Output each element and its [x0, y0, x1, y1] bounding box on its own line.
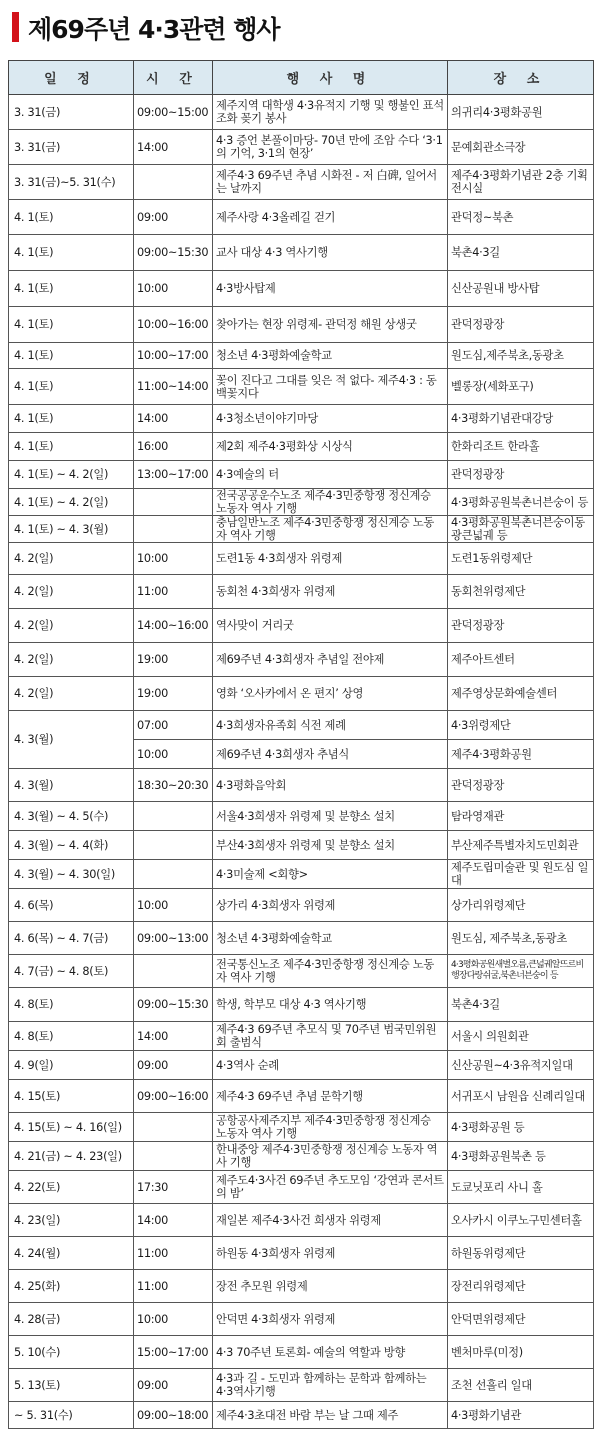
row-date: 4. 1(토) ~ 4. 2(일)	[9, 461, 134, 489]
row-event: 전국통신노조 제주4·3민중항쟁 정신계승 노동자 역사 기행	[213, 955, 448, 988]
row-time: 19:00	[134, 643, 213, 677]
row-event: 꽃이 진다고 그대를 잊은 적 없다- 제주4·3 : 동백꽃지다	[213, 369, 448, 405]
table-row	[9, 643, 594, 677]
header-row	[9, 61, 594, 95]
row-place: 조천 선흘리 일대	[448, 1369, 594, 1402]
row-place: 상가리위령제단	[448, 889, 594, 922]
row-date: 4. 22(토)	[9, 1171, 134, 1204]
row-time: 17:30	[134, 1171, 213, 1204]
row-time	[134, 802, 213, 831]
header-place: 장 소	[448, 61, 594, 95]
row-time: 11:00	[134, 1237, 213, 1270]
row-date: 4. 24(월)	[9, 1237, 134, 1270]
table-row	[9, 405, 594, 433]
row-date: 4. 1(토)	[9, 235, 134, 271]
row-date: 4. 3(월) ~ 4. 4(화)	[9, 831, 134, 860]
row-event: 4·3평화음악회	[213, 769, 448, 802]
row-date: 4. 9(일)	[9, 1051, 134, 1080]
row-event: 4·3미술제 <회향>	[213, 860, 448, 889]
row-place: 도련1동위령제단	[448, 543, 594, 575]
row-time: 10:00	[134, 889, 213, 922]
page-title: 제69주년 4·3관련 행사	[28, 15, 280, 44]
table-row	[9, 1113, 594, 1142]
row-place: 장전리위령제단	[448, 1270, 594, 1303]
row-place: 4·3평화공원북촌너븐숭이 등	[448, 489, 594, 516]
row-place: 관덕정광장	[448, 307, 594, 343]
row-date: 5. 10(수)	[9, 1336, 134, 1369]
table-row	[9, 489, 594, 516]
row-place: 북촌4·3길	[448, 235, 594, 271]
row-event: 학생, 학부모 대상 4·3 역사기행	[213, 988, 448, 1022]
table-row	[9, 1204, 594, 1237]
row-event: 제69주년 4·3희생자 추념일 전야제	[213, 643, 448, 677]
table-row	[9, 575, 594, 609]
row-time: 15:00~17:00	[134, 1336, 213, 1369]
schedule-body	[9, 95, 594, 1429]
row-time: 09:00~13:00	[134, 922, 213, 955]
row-event: 하원동 4·3희생자 위령제	[213, 1237, 448, 1270]
row-event: 청소년 4·3평화예술학교	[213, 343, 448, 369]
row-event: 서울4·3희생자 위령제 및 분향소 설치	[213, 802, 448, 831]
row-time: 09:00	[134, 1051, 213, 1080]
row-date: 4. 1(토) ~ 4. 2(일)	[9, 489, 134, 516]
table-row	[9, 831, 594, 860]
row-event: 역사맞이 거리굿	[213, 609, 448, 643]
row-time: 09:00	[134, 200, 213, 235]
title-accent-bar	[12, 12, 19, 42]
row-place: 4·3평화공원북촌 등	[448, 1142, 594, 1171]
row-place: 하원동위령제단	[448, 1237, 594, 1270]
row-event: 교사 대상 4·3 역사기행	[213, 235, 448, 271]
row-date: 4. 6(목)	[9, 889, 134, 922]
table-row	[9, 200, 594, 235]
row-time: 10:00~16:00	[134, 307, 213, 343]
row-date: 4. 21(금) ~ 4. 23(일)	[9, 1142, 134, 1171]
row-place: 원도심, 제주북초,동광초	[448, 922, 594, 955]
row-place: 4·3위령제단	[448, 711, 594, 740]
table-row	[9, 769, 594, 802]
row-time: 09:00	[134, 1369, 213, 1402]
row-place: 관덕정광장	[448, 769, 594, 802]
row-date: 4. 3(월) ~ 4. 30(일)	[9, 860, 134, 889]
row-date: 4. 15(토) ~ 4. 16(일)	[9, 1113, 134, 1142]
row-time: 16:00	[134, 433, 213, 461]
row-place: 동회천위령제단	[448, 575, 594, 609]
table-row	[9, 922, 594, 955]
row-event: 장전 추모원 위령제	[213, 1270, 448, 1303]
row-date: 4. 1(토)	[9, 369, 134, 405]
row-place: 4·3평화공원새별오름,큰넓궤알뜨르비행장다랑쉬굴,북촌너븐숭이 등	[448, 955, 594, 988]
row-time: 14:00	[134, 1204, 213, 1237]
row-date: 4. 28(금)	[9, 1303, 134, 1336]
table-row	[9, 271, 594, 307]
row-time	[134, 489, 213, 516]
row-time: 19:00	[134, 677, 213, 711]
table-row	[9, 1171, 594, 1204]
row-time: 10:00	[134, 740, 213, 769]
row-event: 4·3예술의 터	[213, 461, 448, 489]
row-time	[134, 516, 213, 543]
row-date: 4. 1(토)	[9, 343, 134, 369]
row-event: 제주4·3 69주년 추념 문학기행	[213, 1080, 448, 1113]
row-event: 4·3 증언 본풀이마당- 70년 만에 조암 수다 ‘3·1의 기억, 3·1의 현장’	[213, 130, 448, 165]
row-place: 신산공원~4·3유적지일대	[448, 1051, 594, 1080]
table-row	[9, 165, 594, 200]
table-row	[9, 988, 594, 1022]
row-place: 서귀포시 남원읍 신례리일대	[448, 1080, 594, 1113]
title-block	[0, 0, 600, 60]
row-date: 4. 2(일)	[9, 575, 134, 609]
row-place: 4·3평화공원북촌너븐숭이동광큰넓궤 등	[448, 516, 594, 543]
row-event: 동회천 4·3희생자 위령제	[213, 575, 448, 609]
table-row	[9, 677, 594, 711]
table-row	[9, 369, 594, 405]
row-place: 오사카시 이쿠노구민센터홀	[448, 1204, 594, 1237]
table-row	[9, 1402, 594, 1429]
row-time: 09:00~18:00	[134, 1402, 213, 1429]
row-time: 14:00	[134, 1022, 213, 1051]
row-time: 11:00	[134, 575, 213, 609]
table-row	[9, 802, 594, 831]
table-row	[9, 1369, 594, 1402]
row-date: 4. 8(토)	[9, 1022, 134, 1051]
row-event: 제주지역 대학생 4·3유적지 기행 및 행불인 표석 조화 꽂기 봉사	[213, 95, 448, 130]
row-date: 4. 2(일)	[9, 643, 134, 677]
row-time: 10:00~17:00	[134, 343, 213, 369]
row-date: 4. 3(월)	[9, 711, 134, 769]
row-event: 4·3역사 순례	[213, 1051, 448, 1080]
row-place: 제주4·3평화공원	[448, 740, 594, 769]
table-row	[9, 235, 594, 271]
table-row	[9, 1022, 594, 1051]
row-event: 상가리 4·3희생자 위령제	[213, 889, 448, 922]
row-date: 4. 3(월)	[9, 769, 134, 802]
row-place: 서울시 의원회관	[448, 1022, 594, 1051]
row-place: 4·3평화기념관대강당	[448, 405, 594, 433]
row-place: 북촌4·3길	[448, 988, 594, 1022]
row-place: 4·3평화기념관	[448, 1402, 594, 1429]
row-event: 부산4·3희생자 위령제 및 분향소 설치	[213, 831, 448, 860]
table-row	[9, 711, 594, 740]
table-row	[9, 860, 594, 889]
row-time: 10:00	[134, 543, 213, 575]
row-time: 14:00	[134, 405, 213, 433]
row-time: 11:00	[134, 1270, 213, 1303]
row-time: 09:00~15:30	[134, 235, 213, 271]
table-row	[9, 1336, 594, 1369]
table-row	[9, 1237, 594, 1270]
row-time	[134, 955, 213, 988]
row-event: 제2회 제주4·3평화상 시상식	[213, 433, 448, 461]
row-place: 부산제주특별자치도민회관	[448, 831, 594, 860]
row-place: 탐라영재관	[448, 802, 594, 831]
header-event: 행 사 명	[213, 61, 448, 95]
table-row	[9, 1051, 594, 1080]
row-date: 4. 1(토)	[9, 200, 134, 235]
row-event: 전국공공운수노조 제주4·3민중항쟁 정신계승 노동자 역사 기행	[213, 489, 448, 516]
table-row	[9, 609, 594, 643]
row-place: 안덕면위령제단	[448, 1303, 594, 1336]
table-row	[9, 1080, 594, 1113]
table-row	[9, 1270, 594, 1303]
row-date: 3. 31(금)~5. 31(수)	[9, 165, 134, 200]
row-time: 10:00	[134, 1303, 213, 1336]
table-row	[9, 461, 594, 489]
row-place: 도쿄닛포리 사니 홀	[448, 1171, 594, 1204]
row-event: 한내중앙 제주4·3민중항쟁 정신계승 노동자 역사 기행	[213, 1142, 448, 1171]
row-date: 4. 23(일)	[9, 1204, 134, 1237]
row-time: 13:00~17:00	[134, 461, 213, 489]
row-place: 4·3평화공원 등	[448, 1113, 594, 1142]
row-event: 찾아가는 현장 위령제- 관덕정 해원 상생굿	[213, 307, 448, 343]
row-time	[134, 860, 213, 889]
row-time: 18:30~20:30	[134, 769, 213, 802]
row-place: 신산공원내 방사탑	[448, 271, 594, 307]
row-place: 제주아트센터	[448, 643, 594, 677]
row-place: 원도심,제주북초,동광초	[448, 343, 594, 369]
row-time: 07:00	[134, 711, 213, 740]
row-place: 제주도립미술관 및 원도심 일대	[448, 860, 594, 889]
table-row	[9, 516, 594, 543]
row-date: 4. 1(토)	[9, 405, 134, 433]
row-date: 4. 1(토)	[9, 433, 134, 461]
row-event: 제주4·3 69주년 추모식 및 70주년 범국민위원회 출범식	[213, 1022, 448, 1051]
row-time: 09:00~15:30	[134, 988, 213, 1022]
row-date: 4. 15(토)	[9, 1080, 134, 1113]
row-event: 안덕면 4·3희생자 위령제	[213, 1303, 448, 1336]
row-time: 09:00~15:00	[134, 95, 213, 130]
table-row	[9, 130, 594, 165]
row-event: 공항공사제주지부 제주4·3민중항쟁 정신계승 노동자 역사 기행	[213, 1113, 448, 1142]
row-time	[134, 831, 213, 860]
row-date: 4. 8(토)	[9, 988, 134, 1022]
row-date: 4. 2(일)	[9, 543, 134, 575]
row-time	[134, 1113, 213, 1142]
row-event: 청소년 4·3평화예술학교	[213, 922, 448, 955]
row-date: ~ 5. 31(수)	[9, 1402, 134, 1429]
row-place: 제주4·3평화기념관 2층 기획전시실	[448, 165, 594, 200]
table-row	[9, 955, 594, 988]
row-date: 4. 7(금) ~ 4. 8(토)	[9, 955, 134, 988]
row-event: 제주4·3초대전 바람 부는 날 그때 제주	[213, 1402, 448, 1429]
row-time: 09:00~16:00	[134, 1080, 213, 1113]
table-row	[9, 95, 594, 130]
row-time: 11:00~14:00	[134, 369, 213, 405]
row-event: 제주도4·3사건 69주년 추도모임 ‘강연과 콘서트의 밤’	[213, 1171, 448, 1204]
row-place: 벤처마루(미정)	[448, 1336, 594, 1369]
table-row	[9, 343, 594, 369]
row-event: 제69주년 4·3희생자 추념식	[213, 740, 448, 769]
row-place: 관덕정~북촌	[448, 200, 594, 235]
row-place: 관덕정광장	[448, 461, 594, 489]
row-event: 제주4·3 69주년 추념 시화전 - 저 白碑, 일어서는 날까지	[213, 165, 448, 200]
header-date: 일 정	[9, 61, 134, 95]
row-date: 4. 25(화)	[9, 1270, 134, 1303]
schedule-table	[8, 60, 594, 1429]
table-row	[9, 1303, 594, 1336]
row-place: 의귀리4·3평화공원	[448, 95, 594, 130]
table-row	[9, 889, 594, 922]
row-time: 10:00	[134, 271, 213, 307]
row-event: 도련1동 4·3희생자 위령제	[213, 543, 448, 575]
row-event: 영화 ‘오사카에서 온 편지’ 상영	[213, 677, 448, 711]
row-event: 제주사랑 4·3올레길 걷기	[213, 200, 448, 235]
row-date: 4. 2(일)	[9, 677, 134, 711]
table-row	[9, 543, 594, 575]
table-row	[9, 433, 594, 461]
row-event: 4·3 70주년 토론회- 예술의 역할과 방향	[213, 1336, 448, 1369]
row-event: 4·3희생자유족회 식전 제례	[213, 711, 448, 740]
row-date: 3. 31(금)	[9, 95, 134, 130]
row-place: 벨롱장(세화포구)	[448, 369, 594, 405]
row-event: 4·3과 길 - 도민과 함께하는 문학과 함께하는 4·3역사기행	[213, 1369, 448, 1402]
row-date: 4. 1(토) ~ 4. 3(월)	[9, 516, 134, 543]
row-place: 제주영상문화예술센터	[448, 677, 594, 711]
row-date: 4. 2(일)	[9, 609, 134, 643]
row-time	[134, 165, 213, 200]
header-time: 시 간	[134, 61, 213, 95]
row-date: 4. 1(토)	[9, 271, 134, 307]
row-event: 4·3방사탑제	[213, 271, 448, 307]
row-date: 4. 1(토)	[9, 307, 134, 343]
row-date: 5. 13(토)	[9, 1369, 134, 1402]
row-date: 4. 3(월) ~ 4. 5(수)	[9, 802, 134, 831]
row-event: 재일본 제주4·3사건 희생자 위령제	[213, 1204, 448, 1237]
table-row	[9, 307, 594, 343]
table-row	[9, 1142, 594, 1171]
row-time	[134, 1142, 213, 1171]
row-place: 관덕정광장	[448, 609, 594, 643]
row-time: 14:00~16:00	[134, 609, 213, 643]
row-date: 4. 6(목) ~ 4. 7(금)	[9, 922, 134, 955]
row-event: 4·3청소년이야기마당	[213, 405, 448, 433]
row-date: 3. 31(금)	[9, 130, 134, 165]
row-event: 충남일반노조 제주4·3민중항쟁 정신계승 노동자 역사 기행	[213, 516, 448, 543]
row-time: 14:00	[134, 130, 213, 165]
row-place: 문예회관소극장	[448, 130, 594, 165]
row-place: 한화리조트 한라홀	[448, 433, 594, 461]
